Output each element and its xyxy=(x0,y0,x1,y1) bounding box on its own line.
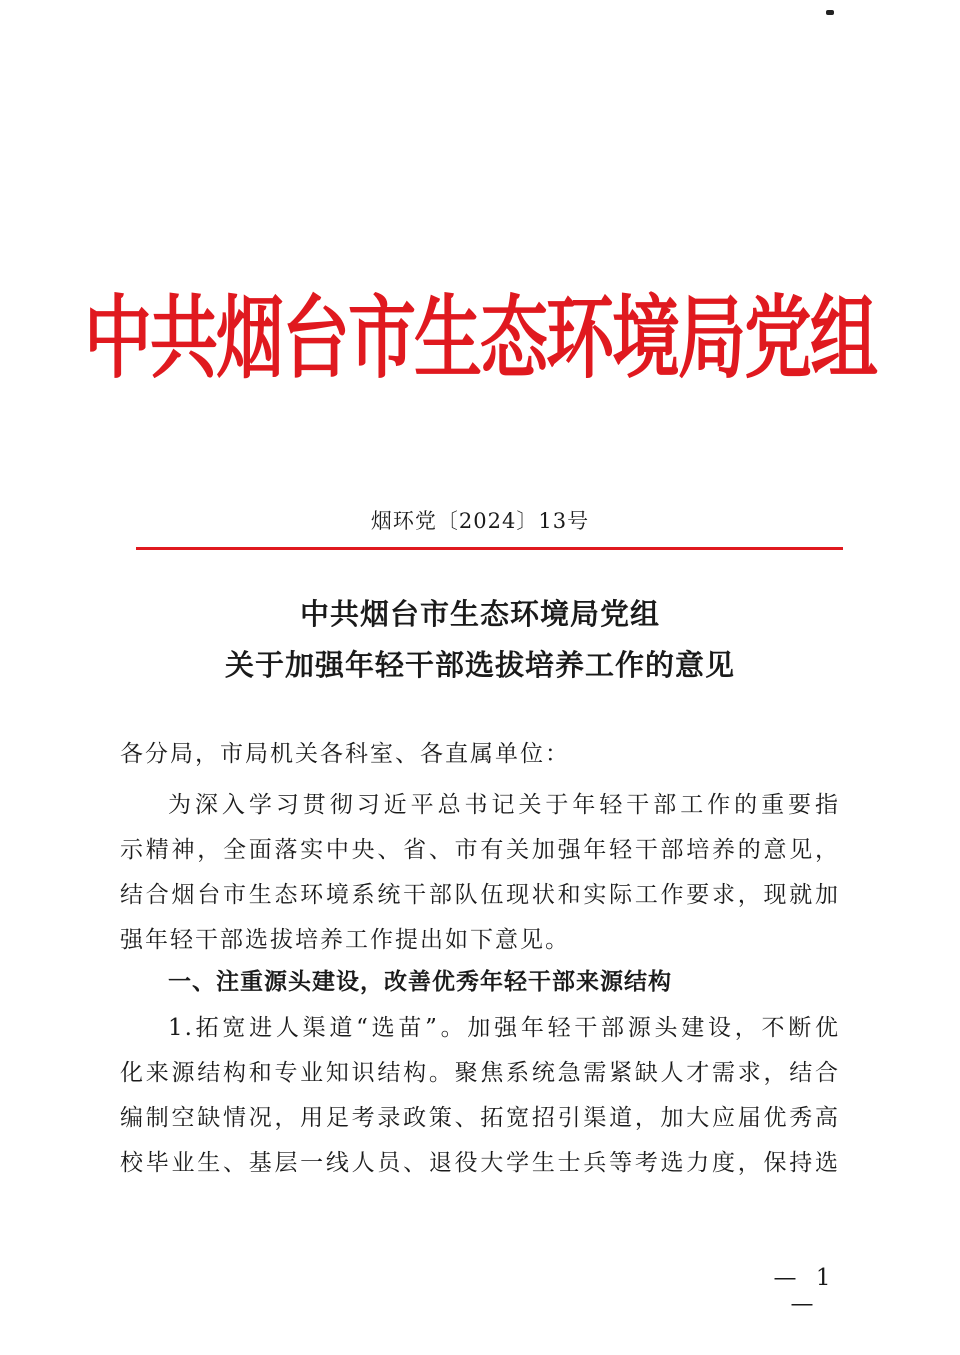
masthead xyxy=(0,287,960,392)
salutation: 各分局，市局机关各科室、各直属单位： xyxy=(120,741,570,767)
intro-line: 结合烟台市生态环境系统干部队伍现状和实际工作要求，现就加 xyxy=(120,882,840,908)
masthead-text: 中共烟台市生态环境局党组 xyxy=(83,287,876,392)
intro-line: 示精神，全面落实中央、省、市有关加强年轻干部培养的意见， xyxy=(120,837,840,863)
red-divider-line xyxy=(136,547,843,550)
intro-line: 为深入学习贯彻习近平总书记关于年轻干部工作的重要指 xyxy=(168,792,840,818)
item-line: 校毕业生、基层一线人员、退役大学生士兵等考选力度，保持选 xyxy=(120,1150,840,1176)
page-number: — 1 — xyxy=(773,1265,837,1317)
intro-line: 强年轻干部选拔培养工作提出如下意见。 xyxy=(120,927,570,953)
document-title-line-1: 中共烟台市生态环境局党组 xyxy=(299,597,660,631)
item-line: 编制空缺情况，用足考录政策、拓宽招引渠道，加大应届优秀高 xyxy=(120,1105,840,1131)
item-line: 1.拓宽进人渠道“选苗”。加强年轻干部源头建设，不断优 xyxy=(168,1015,840,1041)
item-line: 化来源结构和专业知识结构。聚焦系统急需紧缺人才需求，结合 xyxy=(120,1060,840,1086)
scan-mark xyxy=(826,10,834,15)
document-number: 烟环党〔2024〕13号 xyxy=(370,509,590,533)
document-title-line-2: 关于加强年轻干部选拔培养工作的意见 xyxy=(224,648,735,682)
section-heading: 一、注重源头建设，改善优秀年轻干部来源结构 xyxy=(168,969,672,995)
